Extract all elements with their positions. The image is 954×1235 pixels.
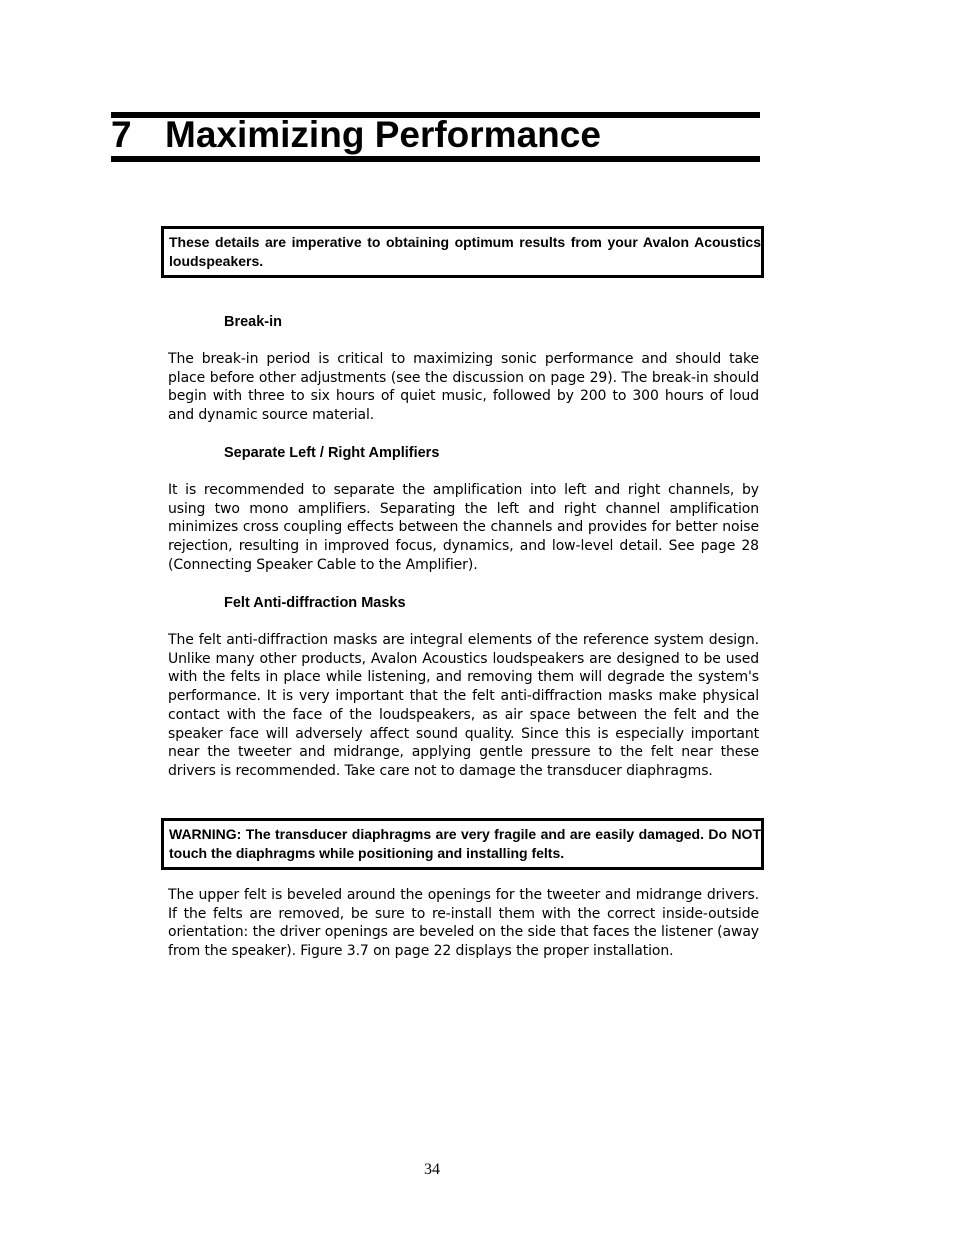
imperative-notice-box: These details are imperative to obtaining optimum results from your Avalon Acoustics loudspeakers.: [161, 226, 764, 278]
felt-masks-paragraph: The felt anti-diffraction masks are integral elements of the reference system design. Unlike many other products, Avalon Acoustics loudspeakers are designed to be used with the felts in place while listening, and removing them will degrade the system's performance. It is very important that the felt anti-diffraction masks make physical contact with the face of the loudspeakers, as air space between the felt and the speaker face will adversely affect sound quality. Since this is especially important near the tweeter and midrange, applying gentle pressure to the felt near these drivers is recommended. Take care not to damage the transducer diaphragms.: [168, 632, 759, 779]
chapter-number: 7: [111, 114, 132, 155]
felt-masks-heading: Felt Anti-diffraction Masks: [224, 595, 406, 611]
break-in-heading: Break-in: [224, 314, 283, 330]
warning-notice-box: WARNING: The transducer diaphragms are very fragile and are easily damaged. Do NOT touch the diaphragms while positioning and installing felts.: [161, 818, 764, 870]
page-number: 34: [424, 1161, 440, 1178]
chapter-rule-bottom: [111, 156, 760, 162]
amplifiers-paragraph: It is recommended to separate the amplification into left and right channels, by using two mono amplifiers. Separating the left and right channel amplification minimizes cross coupling effects between the channels and provides for better noise rejection, resulting in improved focus, dynamics, and low-level detail. See page 28 (Connecting Speaker Cable to the Amplifier).: [168, 482, 759, 573]
chapter-heading: [111, 114, 601, 156]
chapter-title: Maximizing Performance: [165, 114, 601, 155]
upper-felt-paragraph: The upper felt is beveled around the openings for the tweeter and midrange drivers. If the felts are removed, be sure to re-install them with the correct inside-outside orientation: the driver openings are beveled on the side that faces the listener (away from the speaker). Figure 3.7 on page 22 displays the proper installation.: [168, 887, 759, 960]
break-in-paragraph: The break-in period is critical to maximizing sonic performance and should take place before other adjustments (see the discussion on page 29). The break-in should begin with three to six hours of quiet music, followed by 200 to 300 hours of loud and dynamic source material.: [168, 351, 759, 424]
amplifiers-heading: Separate Left / Right Amplifiers: [224, 445, 440, 461]
